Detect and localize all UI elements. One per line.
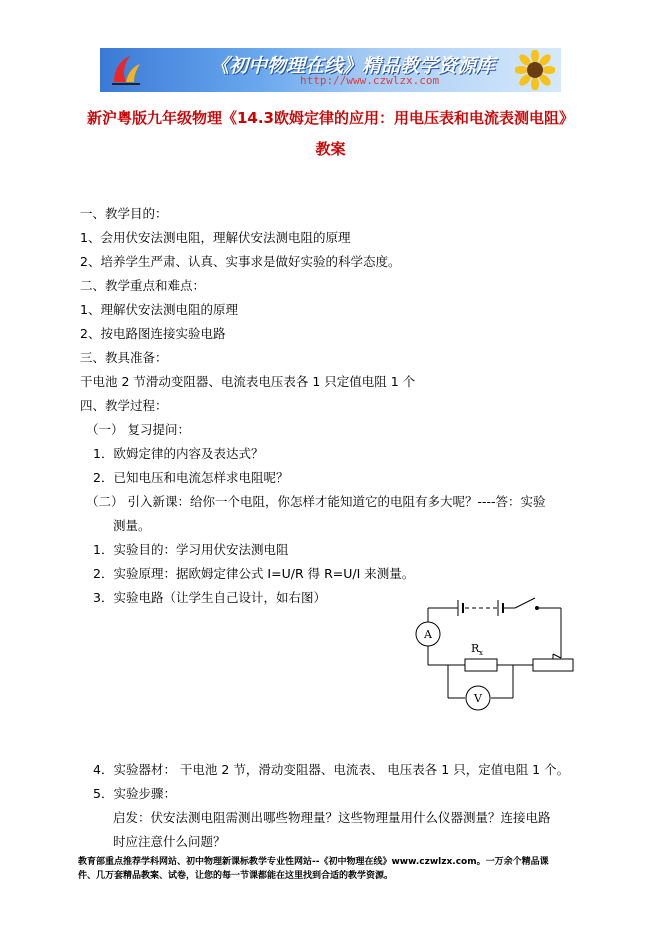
resistor-symbol: [465, 659, 497, 671]
site-logo-icon: [108, 52, 144, 88]
text-line: 2．已知电压和电流怎样求电阻呢？: [93, 470, 289, 485]
switch-lever: [515, 598, 535, 608]
section-heading: 四、教学过程：: [80, 398, 168, 413]
text-line: 1、理解伏安法测电阻的原理: [80, 302, 238, 317]
text-line: 1、会用伏安法测电阻，理解伏安法测电阻的原理: [80, 230, 351, 245]
banner-title: 《初中物理在线》精品教学资源库: [210, 55, 496, 77]
text-line: 2．实验原理：据欧姆定律公式 I=U/R 得 R=U/I 来测量。: [93, 566, 415, 581]
text-line: 4．实验器材： 干电池 2 节，滑动变阻器、电流表、 电压表各 1 只，定值电阻 1 个。: [93, 762, 570, 777]
resistor-label: R: [471, 642, 480, 655]
text-line: 1．欧姆定律的内容及表达式？: [93, 446, 264, 461]
section-heading: 一、教学目的：: [80, 206, 168, 221]
text-line: 5．实验步骤：: [93, 786, 176, 801]
ammeter-label: A: [424, 628, 432, 641]
text-line: 2、按电路图连接实验电路: [80, 326, 226, 341]
section-heading: 二、教学重点和难点：: [80, 278, 206, 293]
subsection-heading: （二） 引入新课：给你一个电阻，你怎样才能知道它的电阻有多大呢？----答：实验: [86, 494, 546, 509]
banner-url[interactable]: http://www.czwlzx.com: [300, 74, 440, 87]
resistor-subscript: x: [479, 649, 483, 657]
text-line: 1．实验目的：学习用伏安法测电阻: [93, 542, 289, 557]
document-title-line2: 教案: [315, 140, 346, 158]
footer-line: 教育部重点推荐学科网站、初中物理新课标教学专业性网站--《初中物理在线》www.czwlzx.com。一万余个精品课: [78, 857, 549, 867]
section-heading: 三、教具准备：: [80, 350, 168, 365]
text-line: 时应注意什么问题？: [113, 834, 226, 849]
text-line: 启发：伏安法测电阻需测出哪些物理量？这些物理量用什么仪器测量？连接电路: [113, 810, 551, 825]
sunflower-icon: [515, 50, 555, 90]
header-banner: [100, 48, 561, 92]
document-title: 新沪粤版九年级物理《14.3欧姆定律的应用：用电压表和电流表测电阻》: [86, 109, 574, 127]
text-line: 3．实验电路（让学生自己设计，如右图）: [93, 590, 326, 605]
text-line: 测量。: [113, 518, 151, 533]
voltmeter-label: V: [474, 692, 482, 705]
rheostat-symbol: [533, 659, 573, 671]
subsection-heading: （一） 复习提问：: [86, 422, 190, 437]
page-footer: [78, 855, 598, 883]
circuit-diagram: [403, 588, 583, 718]
text-line: 干电池 2 节滑动变阻器、电流表电压表各 1 只定值电阻 1 个: [80, 374, 416, 389]
text-line: 2、培养学生严肃、认真、实事求是做好实验的科学态度。: [80, 254, 401, 269]
footer-line: 件、几万套精品教案、试卷，让您的每一节课都能在这里找到合适的教学资源。: [78, 871, 394, 881]
